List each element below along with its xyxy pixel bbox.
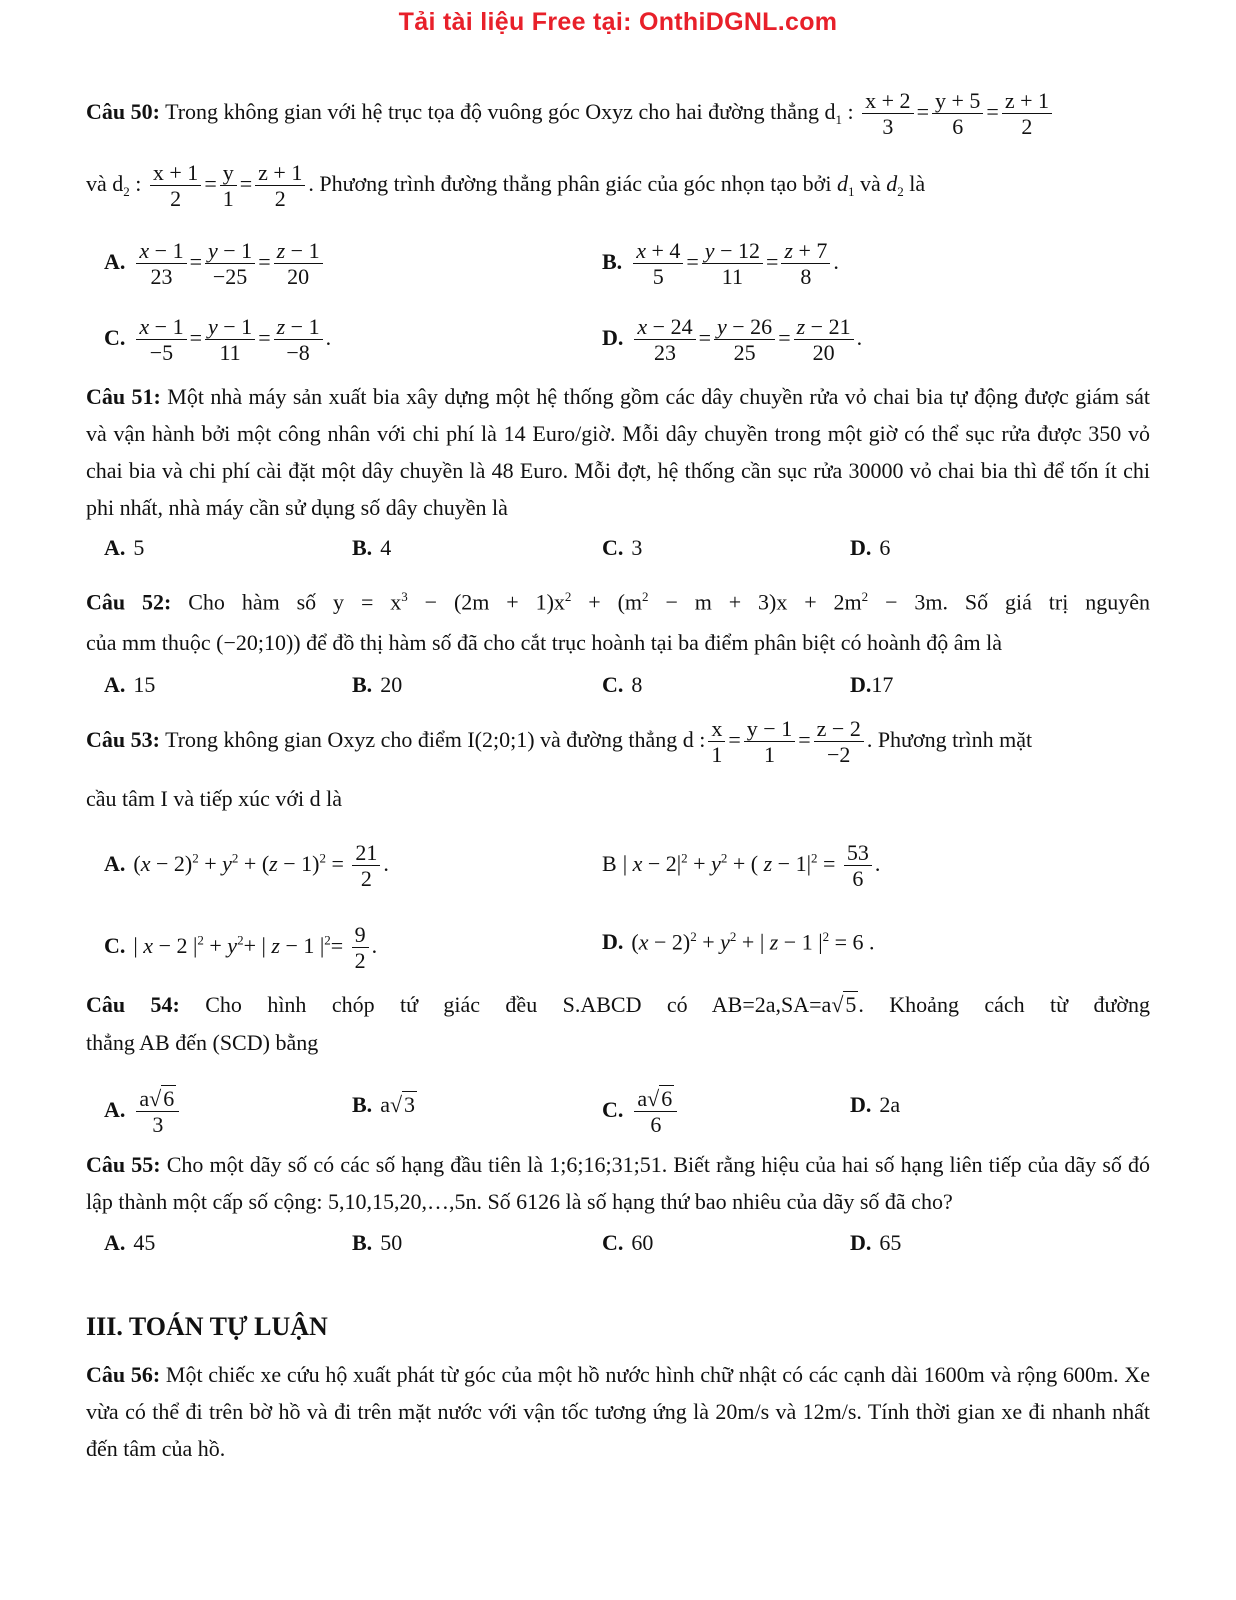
q54-option-c[interactable]: C. $\frac{a√6}{6}$ bbox=[602, 1086, 680, 1138]
question-51: Câu 51: Một nhà máy sản xuất bia xây dựng một hệ thống gồm các dây chuyền rửa vỏ chai bia tự động được giám sát và vận hành bởi một công nhân với chi phí là 14 Euro/giờ. Mỗi dây chuyền trong một giờ có thể sục rửa được 350 vỏ chai bia và chi phí cài đặt một dây chuyền là 48 Euro. Mỗi đợt, hệ thống cần sục rửa 30000 vỏ chai bia thì để tốn ít chi phi nhất, nhà máy cần sử dụng số dây chuyền là bbox=[86, 384, 1151, 520]
question-50: Câu 50: Trong không gian với hệ trục tọa độ vuông góc Oxyz cho hai đường thẳng $d_1$ : $\frac{x + 2}{3}$ = $\frac{y + 5}{6}$ = $\frac{z + 1}{2}$ bbox=[86, 88, 1150, 140]
question-52: Câu 52: Cho hàm số $y = x^3 - (2m + 1)x^2 + (m^2 - m + 3)x + 2m^2 - 3m$. Số giá trị nguyên bbox=[86, 589, 1150, 615]
q51-option-a[interactable]: A. 5 bbox=[104, 535, 145, 560]
q55-option-a[interactable]: A. 45 bbox=[104, 1230, 156, 1255]
q53-option-d[interactable]: D. $(x - 2)^2 + y^2$ + | z − 1 $|^2 = 6$ . bbox=[602, 929, 875, 955]
q51-option-b[interactable]: B. 4 bbox=[352, 535, 392, 560]
q50-option-b[interactable]: B. $\frac{x + 4}{5}$ = $\frac{y - 12}{11}$ = $\frac{z + 7}{8}$ . bbox=[602, 238, 839, 290]
question-54: Câu 54: Cho hình chóp tứ giác đều S.ABCD có AB=2a,SA=a√5. Khoảng cách từ đường bbox=[86, 992, 1151, 1017]
q54-option-a[interactable]: A. $\frac{a√6}{3}$ bbox=[104, 1086, 182, 1138]
q55-option-d[interactable]: D. 65 bbox=[850, 1230, 902, 1255]
q52-option-c[interactable]: C. 8 bbox=[602, 672, 643, 697]
question-53-line2: cầu tâm I và tiếp xúc với d là bbox=[86, 786, 342, 811]
section-heading: III. TOÁN TỰ LUẬN bbox=[86, 1312, 328, 1341]
q52-option-a[interactable]: A. 15 bbox=[104, 672, 156, 697]
q55-option-c[interactable]: C. 60 bbox=[602, 1230, 654, 1255]
question-50-line2: và $d_2$ : $\frac{x + 1}{2}$ = $\frac{y}{1}$ = $\frac{z + 1}{2}$ . Phương trình đường thẳng phân giác của góc nhọn tạo bởi $d_1$ và $d_2$ là bbox=[86, 160, 926, 212]
question-54-line2: thẳng AB đến (SCD) bằng bbox=[86, 1030, 319, 1055]
question-53: Câu 53: Trong không gian Oxyz cho điểm I(2;0;1) và đường thẳng d : $\frac{x}{1}$ = $\frac{y - 1}{1}$ = $\frac{z - 2}{-2}$ . Phương trình mặt bbox=[86, 716, 1033, 768]
q53-option-a[interactable]: A. $(x - 2)^2 + y^2 + (z - 1)^2$ = $\frac{21}{2}$ . bbox=[104, 840, 389, 892]
q53-option-b[interactable]: B | $x - 2|^2 + y^2$ + ( $z - 1|^2$ = $\frac{53}{6}$ . bbox=[602, 840, 881, 892]
q50-option-c[interactable]: C. $\frac{x - 1}{-5}$ = $\frac{y - 1}{11}$ = $\frac{z - 1}{-8}$ . bbox=[104, 314, 332, 366]
question-55: Câu 55: Cho một dãy số có các số hạng đầu tiên là 1;6;16;31;51. Biết rằng hiệu của hai số hạng liên tiếp của dãy số đó lập thành một cấp số cộng: 5,10,15,20,…,5n. Số 6126 là số hạng thứ bao nhiêu của dãy số đã cho? bbox=[86, 1152, 1151, 1214]
q50-option-d[interactable]: D. $\frac{x - 24}{23}$ = $\frac{y - 26}{25}$ = $\frac{z - 21}{20}$ . bbox=[602, 314, 863, 366]
question-52-line2: của mm thuộc (−20;10)) để đồ thị hàm số đã cho cắt trục hoành tại ba điểm phân biệt có hoành độ âm là bbox=[86, 630, 1002, 655]
question-56: Câu 56: Một chiếc xe cứu hộ xuất phát từ góc của một hồ nước hình chữ nhật có các cạnh dài 1600m và rộng 600m. Xe vừa có thể đi trên bờ hồ và đi trên mặt nước với vận tốc tương ứng là 20m/s và 12m/s. Tính thời gian xe đi nhanh nhất đến tâm của hồ. bbox=[86, 1362, 1151, 1461]
q55-option-b[interactable]: B. 50 bbox=[352, 1230, 403, 1255]
q52-option-d[interactable]: D.17 bbox=[850, 672, 894, 697]
site-banner[interactable]: Tải tài liệu Free tại: OnthiDGNL.com bbox=[398, 8, 838, 36]
q50-option-a[interactable]: A. $\frac{x - 1}{23}$ = $\frac{y - 1}{-25}$ = $\frac{z - 1}{20}$ bbox=[104, 238, 326, 290]
q53-option-c[interactable]: C. | x − 2 $|^2 + y^2+$ | z − 1 $|^2=$ $\frac{9}{2}$ . bbox=[104, 922, 378, 974]
q51-option-c[interactable]: C. 3 bbox=[602, 535, 643, 560]
q54-option-b[interactable]: B. a√3 bbox=[352, 1092, 416, 1117]
q54-option-d[interactable]: D. 2a bbox=[850, 1092, 901, 1117]
q51-option-d[interactable]: D. 6 bbox=[850, 535, 891, 560]
q52-option-b[interactable]: B. 20 bbox=[352, 672, 403, 697]
